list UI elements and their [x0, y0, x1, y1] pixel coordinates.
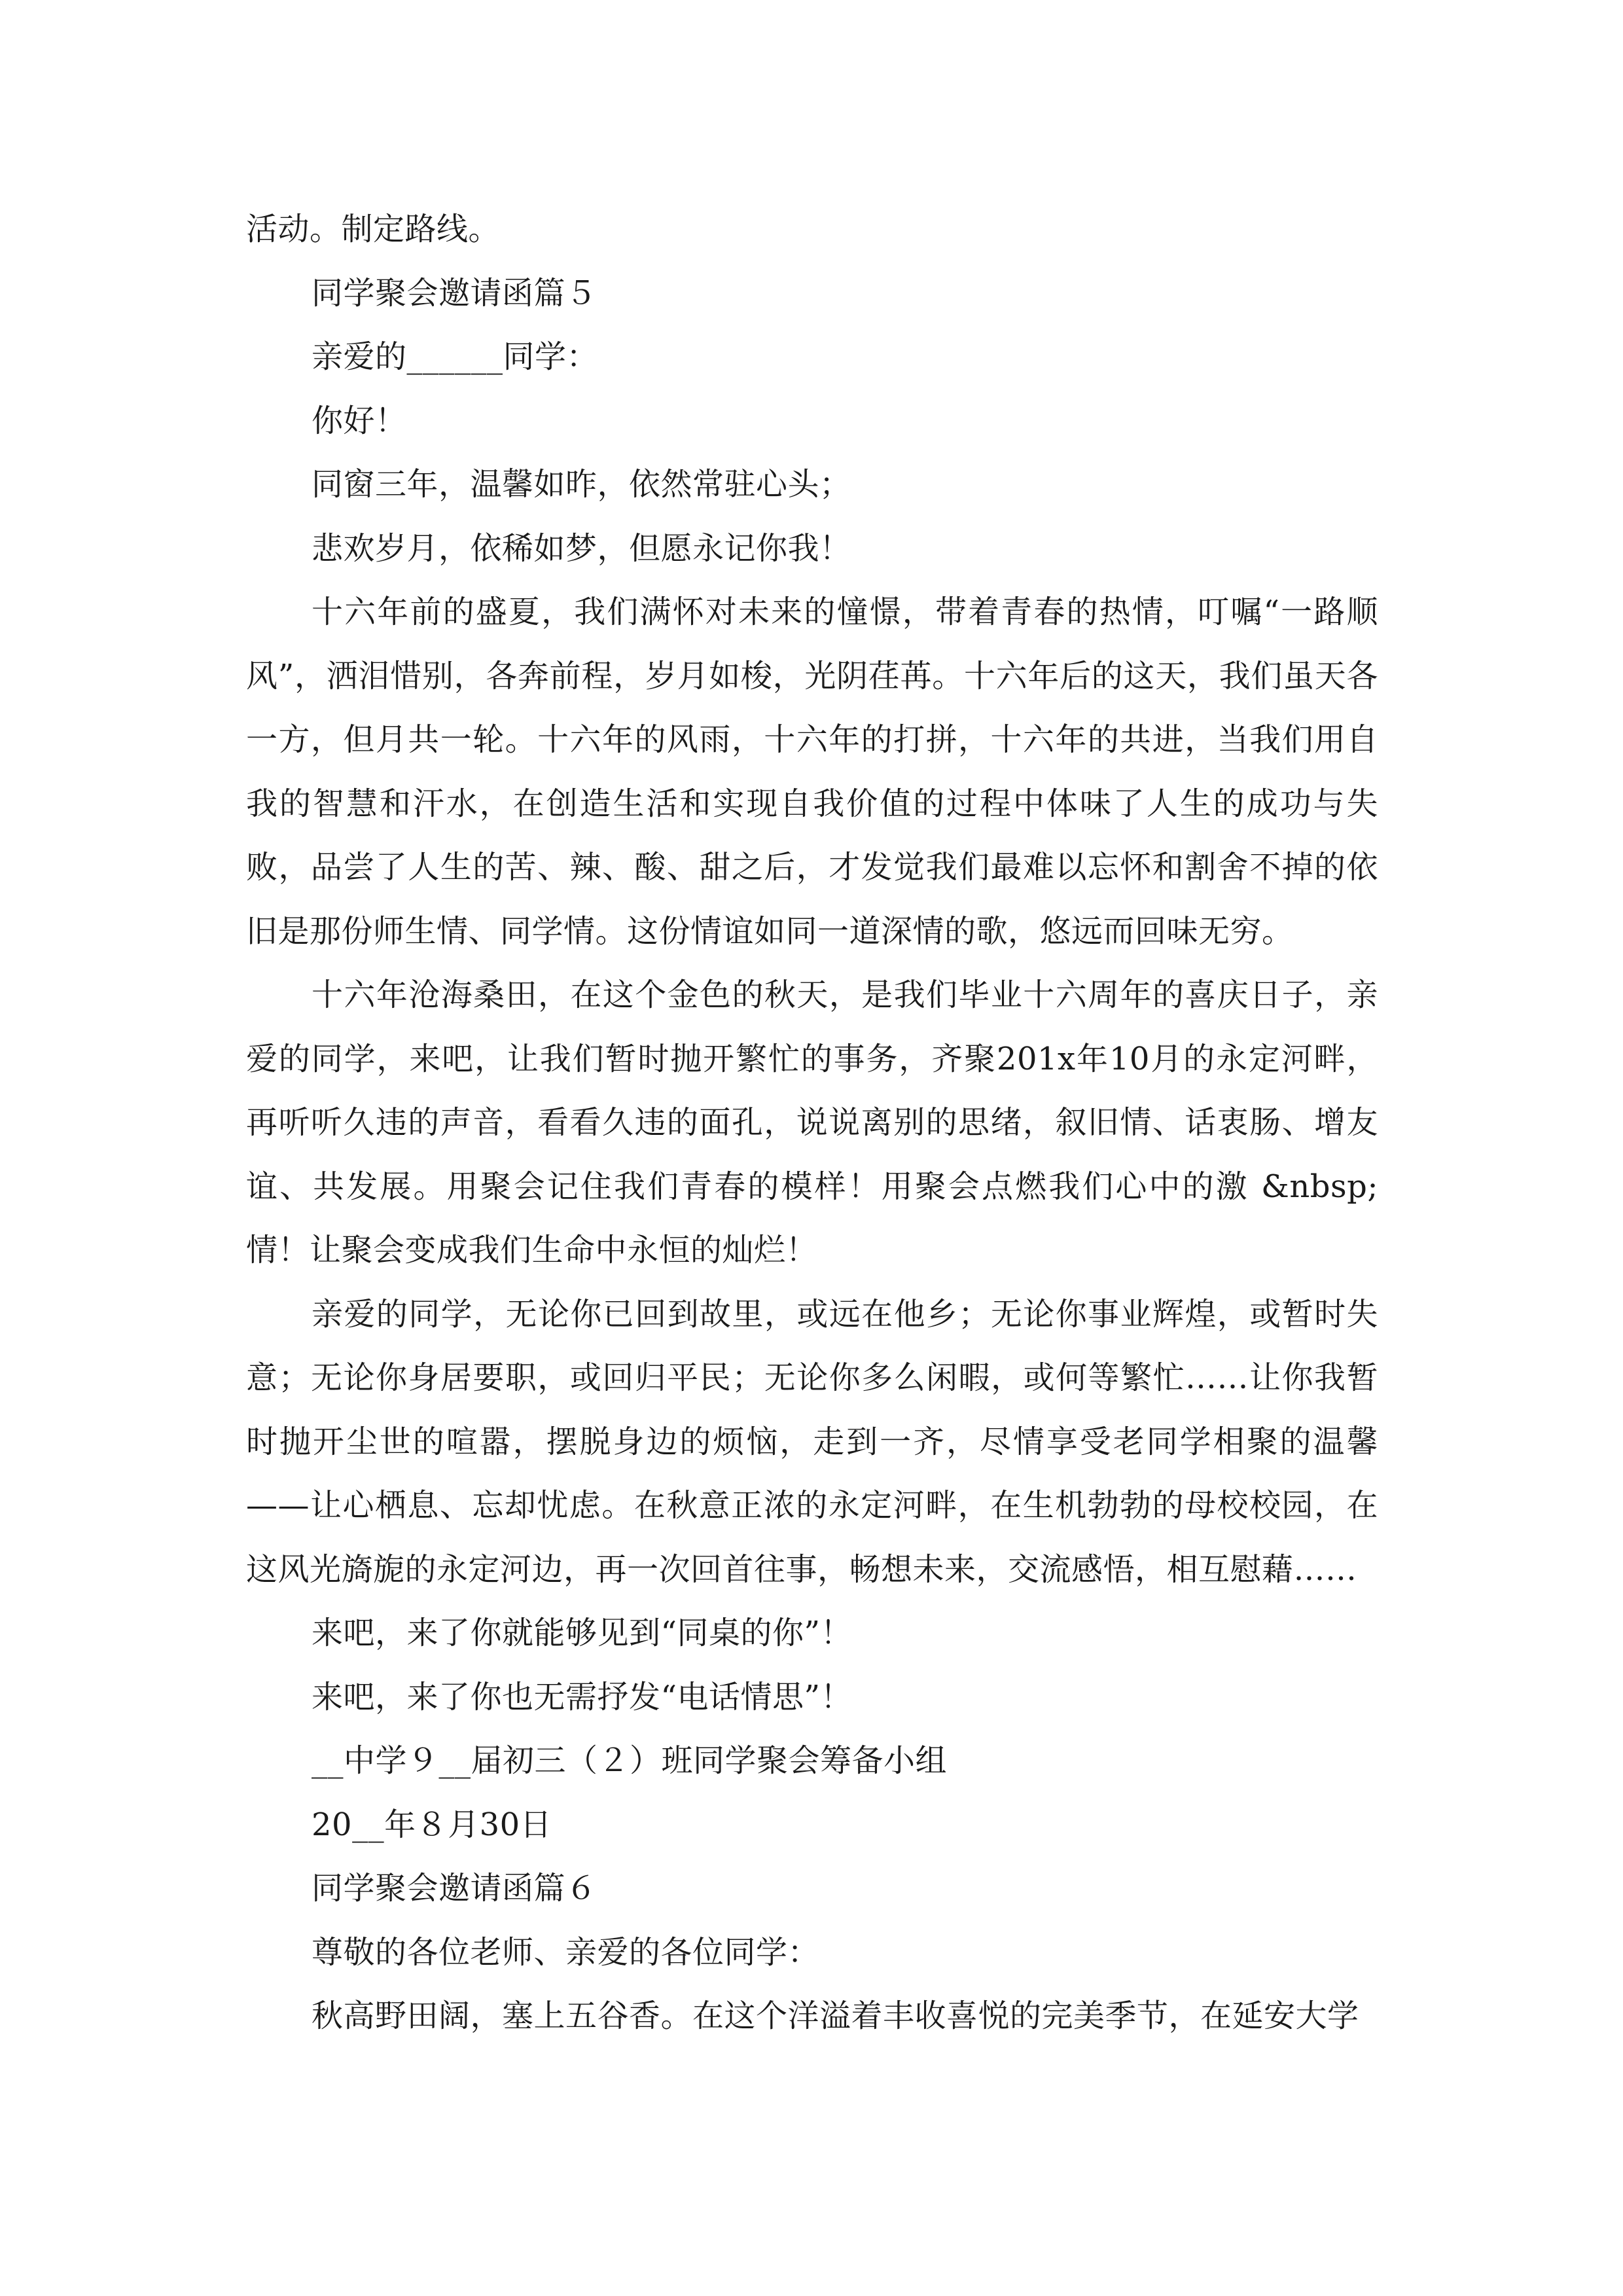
body-paragraph-2: 十六年沧海桑田，在这个金色的秋天，是我们毕业十六周年的喜庆日子，亲爱的同学，来吧，让我们暂时抛开繁忙的事务，齐聚201x年10月的永定河畔，再听听久违的声音，看看久违的面孔，说说离别的思绪，叙旧情、话衷肠、增友谊、共发展。用聚会记住我们青春的模样！用聚会点燃我们心中的激 &nbsp;情！让聚会变成我们生命中永恒的灿烂！	[246, 977, 1378, 1268]
verse-line-1: 同窗三年，温馨如昨，依然常驻心头；	[312, 466, 851, 503]
salutation: 亲爱的______同学：	[312, 338, 599, 375]
section-title-5: 同学聚会邀请函篇５	[312, 274, 597, 312]
closing-line-1: 来吧，来了你就能够见到“同桌的你”！	[312, 1615, 853, 1651]
section-title-6: 同学聚会邀请函篇６	[312, 1870, 597, 1907]
body-paragraph-1: 十六年前的盛夏，我们满怀对未来的憧憬，带着青春的热情，叮嘱“一路顺风”，洒泪惜别，各奔前程，岁月如梭，光阴荏苒。十六年后的这天，我们虽天各一方，但月共一轮。十六年的风雨，十六年的打拼，十六年的共进，当我们用自我的智慧和汗水，在创造生活和实现自我价值的过程中体味了人生的成功与失败，品尝了人生的苦、辣、酸、甜之后，才发觉我们最难以忘怀和割舍不掉的依旧是那份师生情、同学情。这份情谊如同一道深情的歌，悠远而回味无穷。	[246, 594, 1378, 950]
body-paragraph-6-start: 秋高野田阔，塞上五谷香。在这个洋溢着丰收喜悦的完美季节，在延安大学	[312, 1998, 1359, 2034]
closing-line-2: 来吧，来了你也无需抒发“电话情思”！	[312, 1678, 853, 1715]
signature-committee: __中学９__届初三（２）班同学聚会筹备小组	[312, 1742, 948, 1779]
paragraph-continuation: 活动。制定路线。	[246, 211, 501, 247]
body-paragraph-3: 亲爱的同学，无论你已回到故里，或远在他乡；无论你事业辉煌，或暂时失意；无论你身居要职，或回归平民；无论你多么闲暇，或何等繁忙……让你我暂时抛开尘世的喧嚣，摆脱身边的烦恼，走到一齐，尽情享受老同学相聚的温馨——让心栖息、忘却忧虑。在秋意正浓的永定河畔，在生机勃勃的母校校园，在这风光旖旎的永定河边，再一次回首往事，畅想未来，交流感悟，相互慰藉……	[246, 1295, 1378, 1588]
document-body	[246, 198, 1378, 2049]
salutation-6: 尊敬的各位老师、亲爱的各位同学：	[312, 1933, 820, 1971]
verse-line-2: 悲欢岁月，依稀如梦，但愿永记你我！	[312, 529, 851, 567]
signature-date: 20__年８月30日	[312, 1806, 552, 1843]
greeting: 你好！	[312, 402, 407, 439]
